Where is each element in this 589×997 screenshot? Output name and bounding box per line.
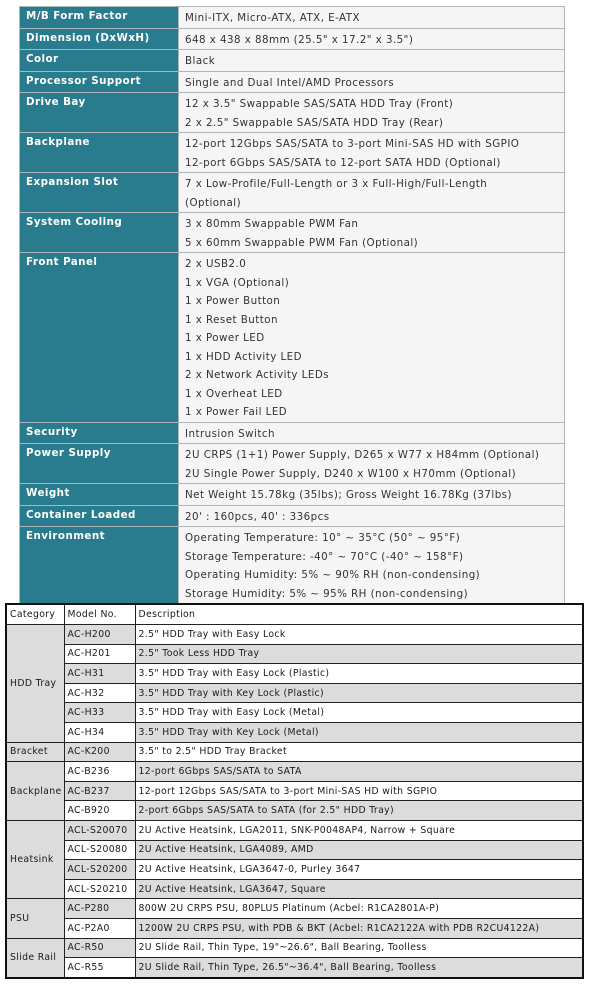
spec-label: Container Loaded <box>20 505 179 527</box>
spec-label: Color <box>20 50 179 72</box>
model-number-cell: AC-B237 <box>64 781 135 801</box>
spec-row <box>20 527 565 604</box>
spec-value: 2 x 2.5" Swappable SAS/SATA HDD Tray (Rear) <box>185 116 444 129</box>
table-row <box>6 879 583 899</box>
table-row <box>6 781 583 801</box>
description-cell: 2U Active Heatsink, LGA2011, SNK-P0048AP4, Narrow + Square <box>135 820 583 840</box>
table-row <box>6 820 583 840</box>
spec-value: 2U CRPS (1+1) Power Supply, D265 x W77 x H84mm (Optional) <box>185 449 540 461</box>
spec-value: 2 x USB2.0 <box>185 258 247 270</box>
table-row <box>6 683 583 703</box>
spec-label: Front Panel <box>20 253 179 423</box>
spec-label: Power Supply <box>20 444 179 484</box>
description-cell: 2.5" Took Less HDD Tray <box>135 644 583 664</box>
spec-row <box>20 7 565 29</box>
description-cell: 2U Slide Rail, Thin Type, 26.5"~36.4", Ball Bearing, Toolless <box>135 958 583 978</box>
spec-value: Storage Humidity: 5% ~ 95% RH (non-condensing) <box>185 587 469 600</box>
spec-row <box>20 93 565 133</box>
model-number-cell: AC-P280 <box>64 899 135 919</box>
spec-row <box>20 28 565 50</box>
description-cell: 2.5" HDD Tray with Easy Lock <box>135 625 583 645</box>
spec-label: Security <box>20 422 179 444</box>
spec-value: 1 x Power LED <box>185 332 265 344</box>
model-number-cell: AC-B920 <box>64 801 135 821</box>
table-row <box>6 722 583 742</box>
spec-value-cell <box>179 7 565 29</box>
table-row <box>6 938 583 958</box>
model-number-cell: AC-H32 <box>64 683 135 703</box>
category-cell: HDD Tray <box>6 625 64 743</box>
description-cell: 2U Active Heatsink, LGA3647, Square <box>135 879 583 899</box>
spec-label: System Cooling <box>20 213 179 253</box>
spec-value: Storage Temperature: -40° ~ 70°C (-40° ~ 158°F) <box>185 550 464 563</box>
spec-value: 3 x 80mm Swappable PWM Fan <box>185 218 359 230</box>
header-description: Description <box>135 604 583 625</box>
spec-value-cell <box>179 93 565 133</box>
spec-value-cell <box>179 422 565 444</box>
accessory-table-body <box>6 625 583 978</box>
spec-label: Processor Support <box>20 71 179 93</box>
description-cell: 3.5" HDD Tray with Key Lock (Plastic) <box>135 683 583 703</box>
spec-value-cell <box>179 253 565 423</box>
table-row <box>6 958 583 978</box>
spec-label: Backplane <box>20 133 179 173</box>
spec-value: 1 x Power Button <box>185 295 281 307</box>
category-cell: Heatsink <box>6 820 64 898</box>
model-number-cell: AC-H34 <box>64 722 135 742</box>
spec-value: Single and Dual Intel/AMD Processors <box>185 76 395 89</box>
spec-value: 1 x Reset Button <box>185 313 278 326</box>
spec-row <box>20 444 565 484</box>
spec-value: 1 x Power Fail LED <box>185 406 288 418</box>
spec-row <box>20 71 565 93</box>
description-cell: 3.5" HDD Tray with Easy Lock (Plastic) <box>135 664 583 684</box>
model-number-cell: AC-B236 <box>64 762 135 782</box>
description-cell: 3.5" HDD Tray with Easy Lock (Metal) <box>135 703 583 723</box>
table-row <box>6 742 583 762</box>
model-number-cell: AC-H33 <box>64 703 135 723</box>
model-number-cell: ACL-S20210 <box>64 879 135 899</box>
spec-value-cell <box>179 173 565 213</box>
description-cell: 12-port 12Gbps SAS/SATA to 3-port Mini-SAS HD with SGPIO <box>135 781 583 801</box>
description-cell: 12-port 6Gbps SAS/SATA to SATA <box>135 762 583 782</box>
spec-value: (Optional) <box>185 196 242 209</box>
spec-value-cell <box>179 505 565 527</box>
spec-value: 12 x 3.5" Swappable SAS/SATA HDD Tray (Front) <box>185 98 454 110</box>
model-number-cell: AC-P2A0 <box>64 918 135 938</box>
spec-value: 1 x HDD Activity LED <box>185 350 303 363</box>
spec-row <box>20 133 565 173</box>
category-cell: Slide Rail <box>6 938 64 978</box>
table-row <box>6 918 583 938</box>
spec-label: Dimension (DxWxH) <box>20 28 179 50</box>
spec-value: 648 x 438 x 88mm (25.5" x 17.2" x 3.5") <box>185 33 414 46</box>
spec-row <box>20 505 565 527</box>
model-number-cell: AC-R55 <box>64 958 135 978</box>
spec-label: Expansion Slot <box>20 173 179 213</box>
spec-value: 7 x Low-Profile/Full-Length or 3 x Full-High/Full-Length <box>185 178 488 190</box>
spec-value: Net Weight 15.78kg (35lbs); Gross Weight 16.78Kg (37lbs) <box>185 489 512 501</box>
spec-label: Drive Bay <box>20 93 179 133</box>
spec-row <box>20 484 565 506</box>
spec-row <box>20 173 565 213</box>
spec-value: Intrusion Switch <box>185 427 275 440</box>
spec-table <box>19 6 565 604</box>
table-row <box>6 625 583 645</box>
spec-value: 2 x Network Activity LEDs <box>185 369 330 381</box>
spec-value: Operating Temperature: 10° ~ 35°C (50° ~ 95°F) <box>185 532 461 544</box>
spec-value-cell <box>179 444 565 484</box>
model-number-cell: AC-K200 <box>64 742 135 762</box>
description-cell: 3.5" to 2.5" HDD Tray Bracket <box>135 742 583 762</box>
category-cell: Bracket <box>6 742 64 762</box>
description-cell: 2-port 6Gbps SAS/SATA to SATA (for 2.5" HDD Tray) <box>135 801 583 821</box>
description-cell: 800W 2U CRPS PSU, 80PLUS Platinum (Acbel: R1CA2801A-P) <box>135 899 583 919</box>
description-cell: 2U Slide Rail, Thin Type, 19"~26.6", Ball Bearing, Toolless <box>135 938 583 958</box>
model-number-cell: AC-H201 <box>64 644 135 664</box>
spec-value: 1 x Overheat LED <box>185 387 283 400</box>
description-cell: 2U Active Heatsink, LGA4089, AMD <box>135 840 583 860</box>
header-category: Category <box>6 604 64 625</box>
table-row <box>6 644 583 664</box>
spec-value: 1 x VGA (Optional) <box>185 276 290 289</box>
spec-row <box>20 213 565 253</box>
table-row <box>6 840 583 860</box>
spec-label: Environment <box>20 527 179 604</box>
description-cell: 1200W 2U CRPS PSU, with PDB & BKT (Acbel: R1CA2122A with PDB R2CU4122A) <box>135 918 583 938</box>
model-number-cell: AC-H200 <box>64 625 135 645</box>
spec-value: 12-port 6Gbps SAS/SATA to 12-port SATA HDD (Optional) <box>185 156 501 169</box>
spec-value: Operating Humidity: 5% ~ 90% RH (non-condensing) <box>185 569 481 581</box>
table-row <box>6 664 583 684</box>
model-number-cell: ACL-S20080 <box>64 840 135 860</box>
table-row <box>6 860 583 880</box>
table-row <box>6 899 583 919</box>
category-cell: Backplane <box>6 762 64 821</box>
spec-value-cell <box>179 213 565 253</box>
spec-value-cell <box>179 484 565 506</box>
spec-value: 20' : 160pcs, 40' : 336pcs <box>185 510 330 523</box>
spec-value-cell <box>179 133 565 173</box>
spec-value: 2U Single Power Supply, D240 x W100 x H70mm (Optional) <box>185 467 517 480</box>
spec-value-cell <box>179 28 565 50</box>
spec-value-cell <box>179 71 565 93</box>
accessory-header-row <box>6 604 583 625</box>
model-number-cell: ACL-S20070 <box>64 820 135 840</box>
accessory-table <box>5 603 584 979</box>
table-row <box>6 801 583 821</box>
spec-value: 5 x 60mm Swappable PWM Fan (Optional) <box>185 236 419 249</box>
model-number-cell: AC-H31 <box>64 664 135 684</box>
spec-row <box>20 253 565 423</box>
model-number-cell: ACL-S20200 <box>64 860 135 880</box>
spec-row <box>20 422 565 444</box>
spec-row <box>20 50 565 72</box>
spec-value-cell <box>179 527 565 604</box>
description-cell: 2U Active Heatsink, LGA3647-0, Purley 3647 <box>135 860 583 880</box>
spec-label: Weight <box>20 484 179 506</box>
table-row <box>6 703 583 723</box>
description-cell: 3.5" HDD Tray with Key Lock (Metal) <box>135 722 583 742</box>
model-number-cell: AC-R50 <box>64 938 135 958</box>
table-row <box>6 762 583 782</box>
spec-value: 12-port 12Gbps SAS/SATA to 3-port Mini-SAS HD with SGPIO <box>185 138 520 150</box>
spec-value-cell <box>179 50 565 72</box>
category-cell: PSU <box>6 899 64 938</box>
header-model-no: Model No. <box>64 604 135 625</box>
spec-value: Black <box>185 55 216 67</box>
spec-label: M/B Form Factor <box>20 7 179 29</box>
spec-table-body <box>20 7 565 604</box>
spec-value: Mini-ITX, Micro-ATX, ATX, E-ATX <box>185 12 360 24</box>
